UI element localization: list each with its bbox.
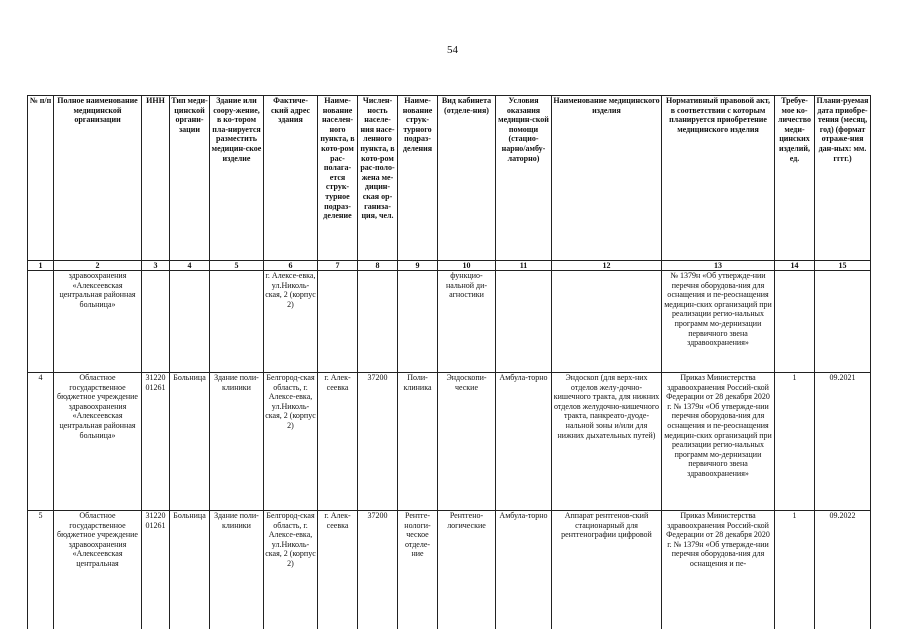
table-cell: 09.2021 (815, 373, 871, 511)
column-number: 4 (170, 261, 210, 271)
table-cell: 37200 (358, 511, 398, 630)
table-cell: 31220 01261 (142, 511, 170, 630)
column-number: 5 (210, 261, 264, 271)
table-cell: Приказ Министерства здравоохранения Россий-ской Федерации от 28 декабря 2020 г. № 1379н «Об утвержде-нии перечня оборудова-ния для оснащения и пе- (662, 511, 775, 630)
table-cell (318, 271, 358, 373)
column-number: 6 (264, 261, 318, 271)
header-cell: Условия оказания медицин-ской помощи (стацио-нарно/амбу-латорно) (496, 96, 552, 261)
table-cell: Здание поли-клиники (210, 373, 264, 511)
header-cell: Тип меди-цинской органи-зации (170, 96, 210, 261)
table-cell: 37200 (358, 373, 398, 511)
header-cell: Числен-ность населе-ния насе-ленного пункта, в кото-ром рас-поло-жена ме-дицин-ская ор-ганиза-ция, чел. (358, 96, 398, 261)
header-cell: № п/п (28, 96, 54, 261)
table-cell (210, 271, 264, 373)
table-cell (142, 271, 170, 373)
header-cell: Наиме-нование населен-ного пункта, в кото-ром рас-полага-ется струк-турное подраз-деление (318, 96, 358, 261)
header-cell: Наименование медицинского изделия (552, 96, 662, 261)
column-number: 15 (815, 261, 871, 271)
table-cell: Приказ Министерства здравоохранения Россий-ской Федерации от 28 декабря 2020 г. № 1379н «Об утвержде-нии перечня оборудова-ния для оснащения и пе-реоснащения медицин-ских организаций при реализации регио-нальных программ мо-дернизации первичного звена здравоохранения» (662, 373, 775, 511)
column-number: 2 (54, 261, 142, 271)
column-number: 3 (142, 261, 170, 271)
header-cell: ИНН (142, 96, 170, 261)
column-number: 12 (552, 261, 662, 271)
table-cell: 5 (28, 511, 54, 630)
table-cell (552, 271, 662, 373)
header-cell: Здание или соору-жение, в ко-тором пла-нируется разместить медицин-ское изделие (210, 96, 264, 261)
table-row (28, 271, 871, 373)
table-cell: 31220 01261 (142, 373, 170, 511)
table-cell: Поли-клиника (398, 373, 438, 511)
column-number: 13 (662, 261, 775, 271)
table-cell (496, 271, 552, 373)
table-cell: Областное государственное бюджетное учреждение здравоохранения «Алексеевская центральная районная больница» (54, 373, 142, 511)
column-number: 10 (438, 261, 496, 271)
header-cell: Наиме-нование струк-турного подраз-деления (398, 96, 438, 261)
table-cell: 4 (28, 373, 54, 511)
header-cell: Фактиче-ский адрес здания (264, 96, 318, 261)
table-cell: Белгород-ская область, г. Алексе-евка, ул.Николь-ская, 2 (корпус 2) (264, 511, 318, 630)
table-cell: Эндоскоп (для верх-них отделов желу-дочно- кишечного тракта, для нижних отделов желудочно-кишечного тракта, панкреато-дуоде-нальной зоны и/или для нижних дыхательных путей) (552, 373, 662, 511)
column-number: 14 (775, 261, 815, 271)
table-cell: 09.2022 (815, 511, 871, 630)
page-number: 54 (447, 44, 458, 56)
table-cell: Амбула-торно (496, 373, 552, 511)
column-number: 1 (28, 261, 54, 271)
table-cell (398, 271, 438, 373)
table-cell: г. Алек-сеевка (318, 511, 358, 630)
table-cell: Больница (170, 373, 210, 511)
header-cell: Полное наименование медицинской организации (54, 96, 142, 261)
table-row (28, 511, 871, 630)
header-cell: Нормативный правовой акт, в соответствии с которым планируется приобретение медицинского изделия (662, 96, 775, 261)
header-cell: Вид кабинета (отделе-ния) (438, 96, 496, 261)
table-cell: Эндоскопи-ческие (438, 373, 496, 511)
table-cell: Здание поли-клиники (210, 511, 264, 630)
table-cell (775, 271, 815, 373)
table-cell: здравоохранения «Алексеевская центральная районная больница» (54, 271, 142, 373)
table-cell: № 1379н «Об утвержде-нии перечня оборудова-ния для оснащения и пе-реоснащения медицин-ских организаций при реализации регио-нальных программ мо-дернизации первичного звена здравоохранения» (662, 271, 775, 373)
table-cell: Белгород-ская область, г. Алексе-евка, ул.Николь-ская, 2 (корпус 2) (264, 373, 318, 511)
table-cell (170, 271, 210, 373)
column-number: 7 (318, 261, 358, 271)
column-number-row (28, 261, 871, 271)
table-cell (815, 271, 871, 373)
table-cell: Амбула-торно (496, 511, 552, 630)
table-cell: 1 (775, 511, 815, 630)
table-cell: Рентге-нологи-ческое отделе-ние (398, 511, 438, 630)
table-header-row (28, 96, 871, 261)
table-cell: Аппарат рентгенов-ский стационарный для рентгенографии цифровой (552, 511, 662, 630)
table-row (28, 373, 871, 511)
table-cell: Больница (170, 511, 210, 630)
column-number: 8 (358, 261, 398, 271)
table-cell: г. Алек-сеевка (318, 373, 358, 511)
header-cell: Плани-руемая дата приобре-тения (месяц, год) (формат отраже-ния дан-ных: мм. гггг.) (815, 96, 871, 261)
medical-equipment-table (27, 95, 871, 629)
table-cell: г. Алексе-евка, ул.Николь-ская, 2 (корпус 2) (264, 271, 318, 373)
table-cell: Областное государственное бюджетное учреждение здравоохранения «Алексеевская центральная (54, 511, 142, 630)
header-cell: Требуе-мое ко-личество меди-цинских изделий, ед. (775, 96, 815, 261)
table-cell: 1 (775, 373, 815, 511)
column-number: 11 (496, 261, 552, 271)
table-cell (358, 271, 398, 373)
table-cell (28, 271, 54, 373)
column-number: 9 (398, 261, 438, 271)
table-cell: Рентгено-логические (438, 511, 496, 630)
table-cell: функцио-нальной ди-агностики (438, 271, 496, 373)
